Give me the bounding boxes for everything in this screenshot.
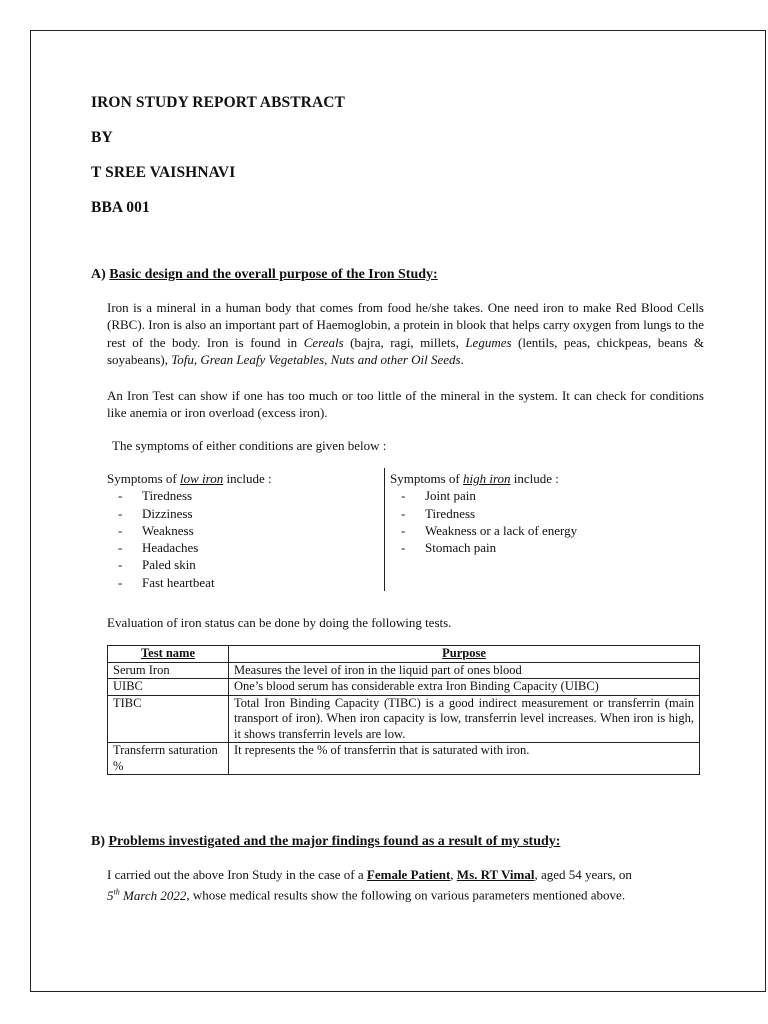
dash-bullet: - [118,505,123,521]
cereals-term: Cereals [303,334,344,350]
test-name-cell: Serum Iron [108,662,229,679]
high-iron-heading [390,470,700,487]
dash-bullet: - [118,540,123,556]
study-date [107,888,186,903]
purpose-cell: Total Iron Binding Capacity (TIBC) is a good indirect measurement or transferrin (main transport of iron). When iron capacity is low, transferrin level increases. When iron is high, it shows transferrin levels are low. [229,695,700,743]
list-item [107,487,377,504]
intro-text-3: (lentils, peas, chickpeas, beans & soyabeans), [107,334,704,367]
symptom-text: Dizziness [142,505,193,521]
date-suffix: th [113,887,120,897]
symptom-text: Joint pain [425,488,476,504]
test-name-cell: TIBC [108,695,229,743]
column-divider [384,468,385,591]
symptom-text: Paled skin [142,557,196,573]
dash-bullet: - [118,488,123,504]
iron-tests-table [107,645,700,775]
date-day: 5 [107,887,114,903]
column-header-test-name: Test name [108,646,229,663]
dash-bullet: - [401,505,406,521]
list-item [390,539,700,556]
intro-text-2: (bajra, ragi, millets, [343,334,466,350]
symptom-text: Stomach pain [425,540,497,556]
high-prefix: Symptoms of [390,471,463,486]
symptom-text: Weakness or a lack of energy [425,522,578,538]
table-header-row [108,646,700,663]
date-month-year: March 2022 [119,887,187,903]
findings-text-2: , aged 54 years, on [534,867,632,882]
list-item [390,505,700,522]
purpose-cell: It represents the % of transferrin that is saturated with iron. [229,743,700,775]
symptoms-intro: The symptoms of either conditions are given below : [112,438,387,453]
food-list-term: Tofu, Grean Leafy Vegetables, Nuts and other Oil Seeds [171,351,461,367]
dash-bullet: - [118,522,123,538]
symptom-text: Tiredness [142,488,193,504]
list-item [107,522,377,539]
section-a-heading [91,267,438,283]
intro-text-1: Iron is a mineral in a human body that comes from food he/she takes. One need iron to make Red Blood Cells (RBC). Iron is also an important part of Haemoglobin, a protein in blook that helps carry oxygen from lungs to the rest of the body. Iron is found in [107,300,704,350]
symptom-text: Tiredness [425,505,476,521]
list-item [107,539,377,556]
by-line: BY [91,129,113,146]
low-iron-heading [107,470,377,487]
table-row [108,695,700,743]
high-iron-symptoms [390,470,700,556]
symptom-text: Fast heartbeat [142,574,215,590]
low-suffix: include : [223,471,272,486]
purpose-cell: Measures the level of iron in the liquid part of ones blood [229,662,700,679]
high-iron-term: high iron [462,471,511,486]
low-iron-symptoms [107,470,377,591]
section-a-title: Basic design and the overall purpose of the Iron Study: [109,267,438,282]
iron-intro-paragraph [107,299,704,368]
dash-bullet: - [401,488,406,504]
dash-bullet: - [118,574,123,590]
female-patient-term: Female Patient [366,867,451,882]
evaluation-sentence: Evaluation of iron status can be done by doing the following tests. [107,615,452,630]
dash-bullet: - [118,557,123,573]
list-item [107,556,377,573]
patient-name: Ms. RT Vimal [456,867,535,882]
list-item [390,487,700,504]
low-iron-term: low iron [179,471,224,486]
author-name: T SREE VAISHNAVI [91,164,236,181]
column-header-purpose: Purpose [229,646,700,663]
findings-paragraph [107,866,704,904]
list-item [107,505,377,522]
section-b-marker: B) [91,834,105,849]
section-b-title: Problems investigated and the major findings found as a result of my study: [108,834,561,849]
legumes-term: Legumes [465,334,512,350]
intro-end: . [460,351,464,367]
high-suffix: include : [510,471,559,486]
findings-text-1: I carried out the above Iron Study in the case of a [107,867,367,882]
test-name-cell: UIBC [108,679,229,696]
dash-bullet: - [401,540,406,556]
purpose-cell: One’s blood serum has considerable extra Iron Binding Capacity (UIBC) [229,679,700,696]
symptom-text: Weakness [142,522,194,538]
list-item [390,522,700,539]
list-item [107,574,377,591]
table-row [108,679,700,696]
section-b-heading [91,834,560,850]
dash-bullet: - [401,522,406,538]
iron-test-paragraph: An Iron Test can show if one has too much or too little of the mineral in the system. It can check for conditions like anemia or iron overload (excess iron). [107,388,704,421]
comma: , [450,867,457,882]
report-title: IRON STUDY REPORT ABSTRACT [91,94,345,111]
low-prefix: Symptoms of [107,471,180,486]
table-row [108,743,700,775]
section-a-marker: A) [91,267,106,282]
symptom-text: Headaches [142,540,199,556]
table-row [108,662,700,679]
findings-text-3: , whose medical results show the following on various parameters mentioned above. [186,887,626,903]
test-name-cell: Transferrn saturation % [108,743,229,775]
course-code: BBA 001 [91,199,150,216]
